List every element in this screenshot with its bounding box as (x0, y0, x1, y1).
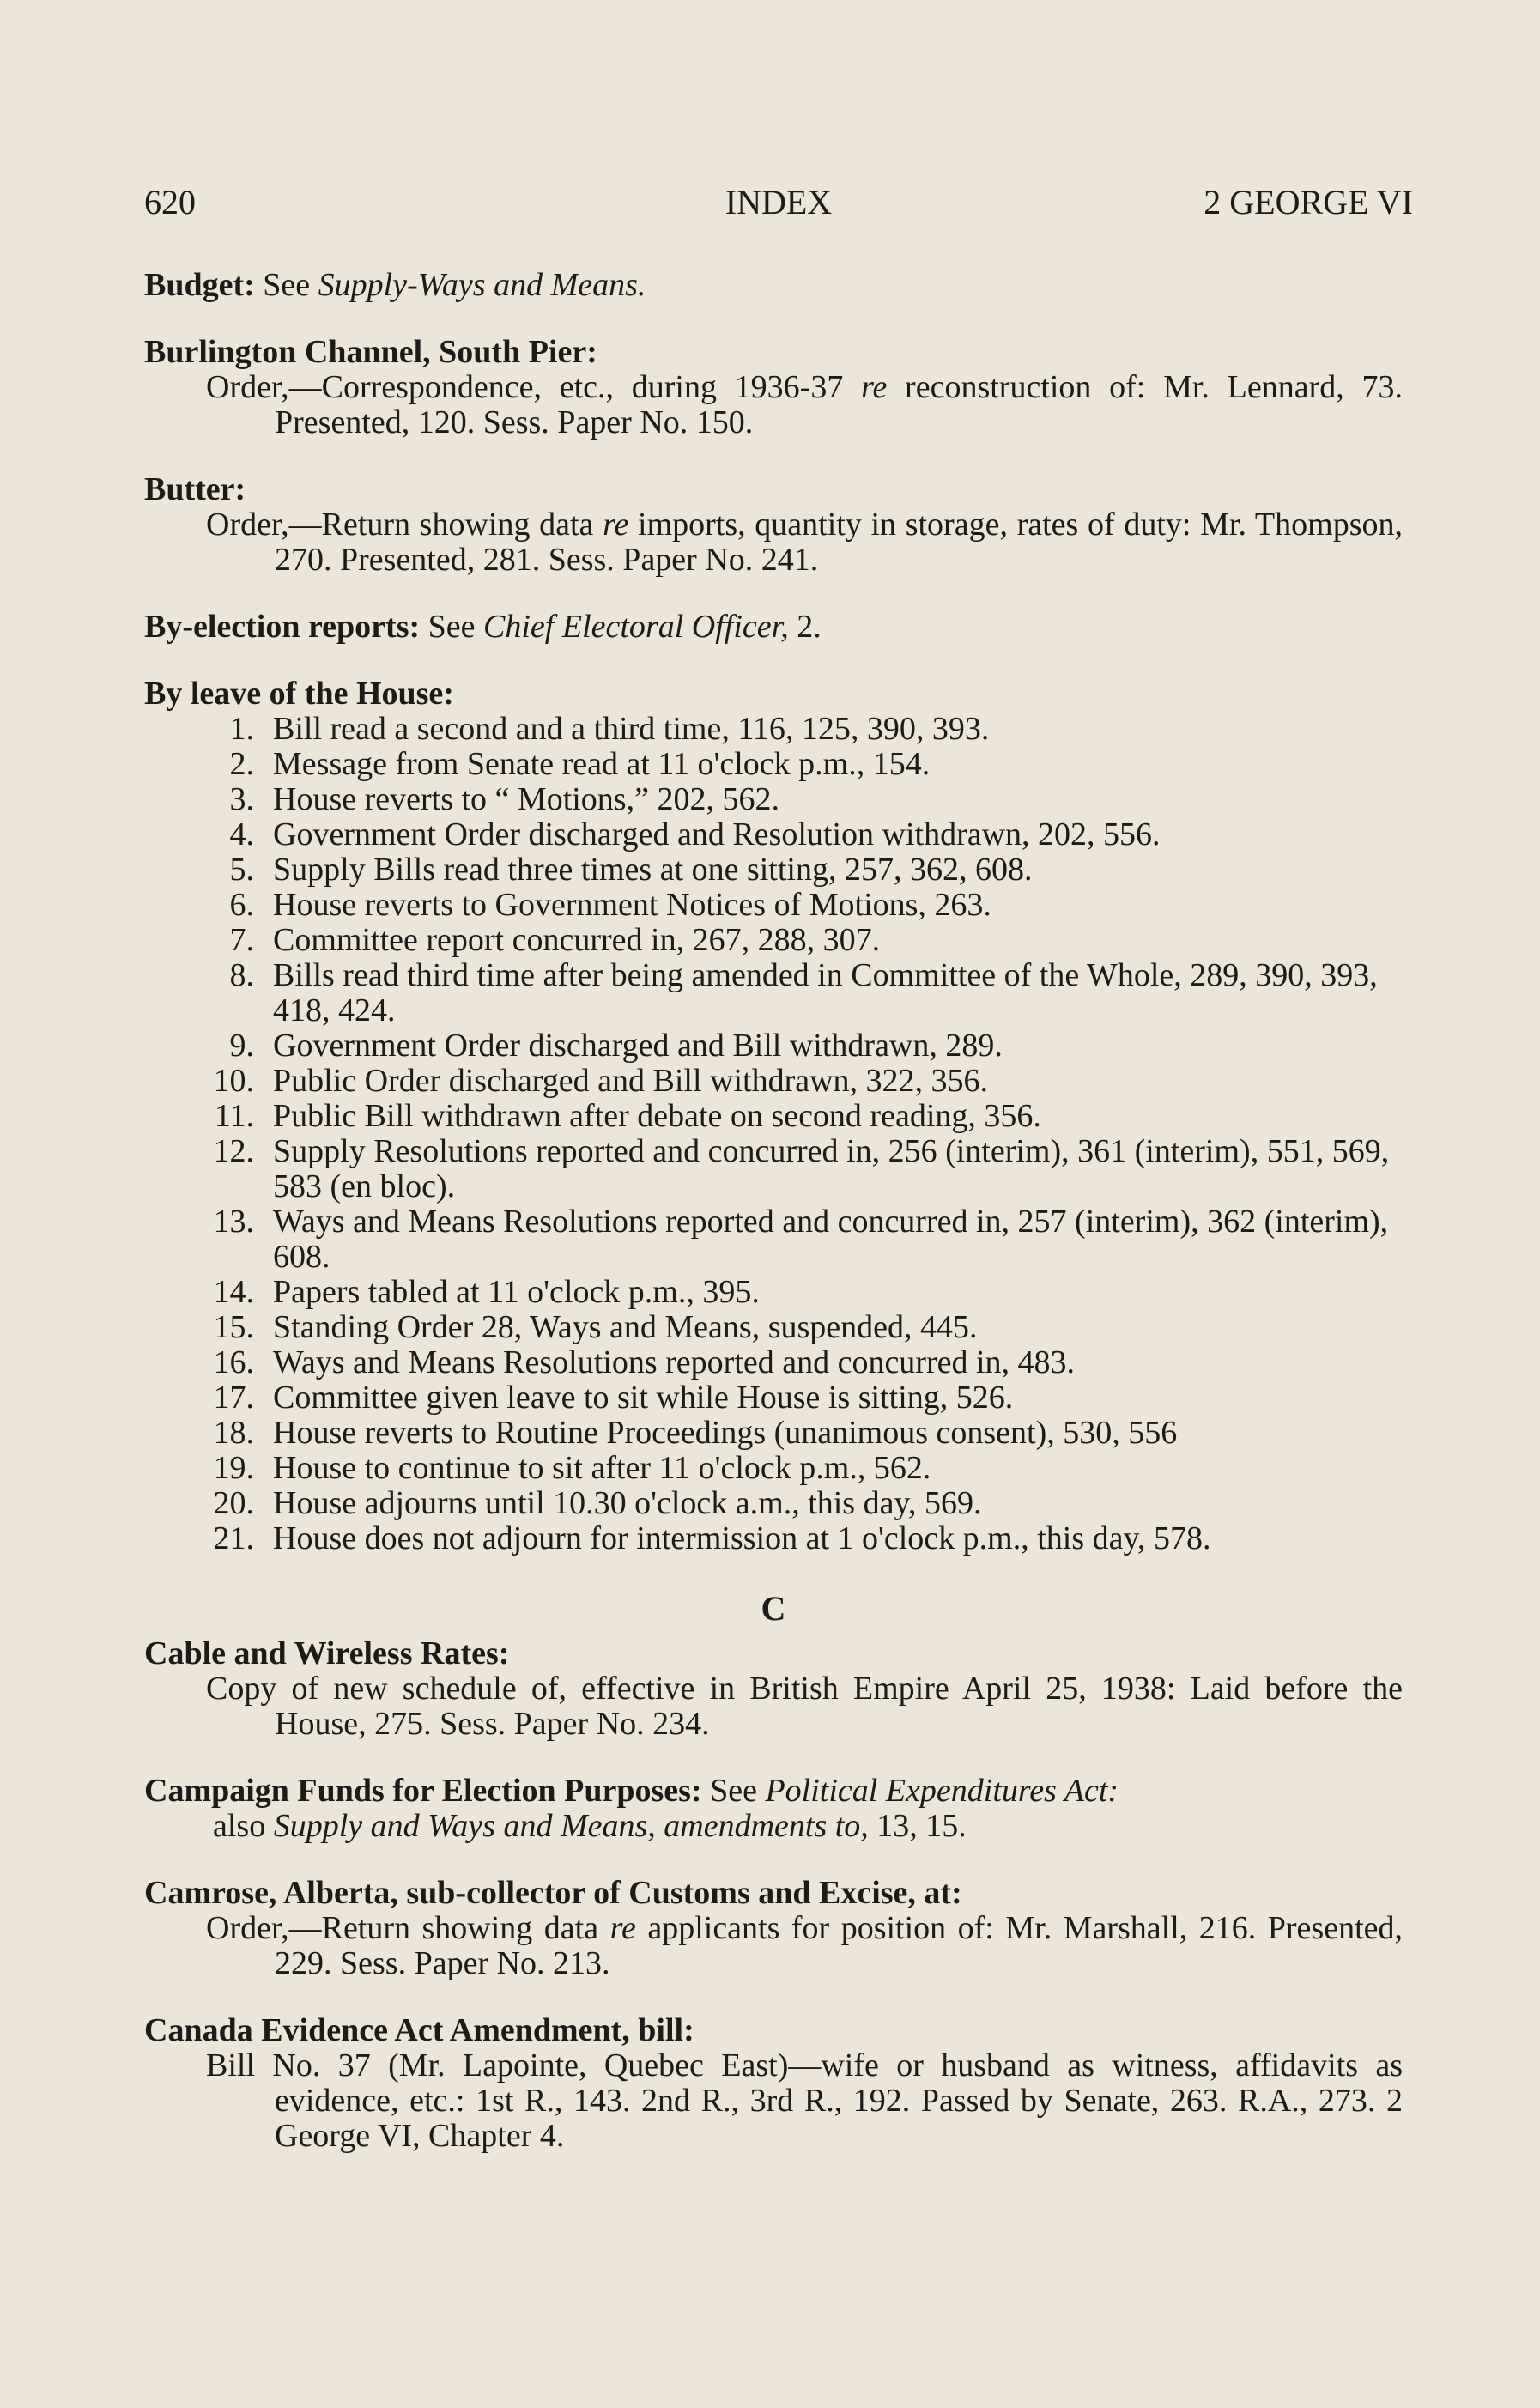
item-number: 12. (213, 1133, 254, 1169)
item-number: 2. (229, 746, 254, 782)
item-number: 21. (213, 1520, 254, 1556)
item-number: 16. (213, 1344, 254, 1380)
item-number: 19. (213, 1450, 254, 1486)
item-number: 4. (229, 816, 254, 852)
section-letter: C (761, 1589, 786, 1628)
entry-heading: By-election reports: (144, 609, 421, 645)
item-text: House does not adjourn for intermission at 1 o'clock p.m., this day, 578. (273, 1520, 1211, 1556)
entry-heading: Canada Evidence Act Amendment, bill: (144, 2012, 694, 2048)
item-text: Bill read a second and a third time, 116, 125, 390, 393. (273, 711, 990, 747)
item-text: House reverts to Routine Proceedings (unanimous consent), 530, 556 (273, 1415, 1178, 1451)
item-text: Government Order discharged and Bill withdrawn, 289. (273, 1028, 1003, 1064)
item-text: Government Order discharged and Resolution withdrawn, 202, 556. (273, 816, 1161, 852)
entry-camrose (144, 1876, 1403, 1981)
cross-reference: Chief Electoral Officer, (483, 609, 789, 645)
entry-by-leave (144, 676, 1403, 1556)
item-text: Ways and Means Resolutions reported and concurred in, 257 (interim), 362 (interim), 608. (273, 1204, 1389, 1275)
entry-heading: Camrose, Alberta, sub-collector of Customs and Excise, at: (144, 1875, 962, 1911)
entry-cable (144, 1636, 1403, 1742)
list-item (144, 747, 1403, 782)
item-text: Public Bill withdrawn after debate on second reading, 356. (273, 1098, 1041, 1134)
item-number: 15. (213, 1309, 254, 1345)
item-number: 17. (213, 1380, 254, 1416)
list-item (144, 852, 1403, 888)
item-text: Message from Senate read at 11 o'clock p.m., 154. (273, 746, 931, 782)
index-content (144, 268, 1403, 2186)
item-number: 7. (229, 922, 254, 958)
entry-body: Campaign Funds for Election Purposes: See Political Expenditures Act: also Supply and Ways and Means, amendments to, 13, 15. (144, 1773, 1119, 1844)
item-number: 3. (229, 781, 254, 817)
list-item (144, 1099, 1403, 1134)
entry-butter (144, 472, 1403, 578)
item-text: Public Order discharged and Bill withdrawn, 322, 356. (273, 1063, 989, 1099)
entry-body: Order,—Return showing data re imports, quantity in storage, rates of duty: Mr. Thompson, 270. Presented, 281. Sess. Paper No. 241. (206, 506, 1403, 578)
list-item (144, 1486, 1403, 1521)
entry-canada-evidence (144, 2013, 1403, 2154)
item-text: Committee given leave to sit while House is sitting, 526. (273, 1380, 1014, 1416)
list-item (144, 1134, 1403, 1204)
item-text: House to continue to sit after 11 o'clock p.m., 562. (273, 1450, 931, 1486)
cross-reference: Supply-Ways and Means. (318, 267, 646, 303)
item-text: House adjourns until 10.30 o'clock a.m., this day, 569. (273, 1485, 982, 1521)
item-number: 13. (213, 1204, 254, 1240)
list-item (144, 1521, 1403, 1556)
entry-heading: Butter: (144, 471, 246, 507)
list-item (144, 1451, 1403, 1486)
entry-heading: By leave of the House: (144, 676, 454, 712)
list-item (144, 1028, 1403, 1064)
entry-body: Bill No. 37 (Mr. Lapointe, Quebec East)—wife or husband as witness, affidavits as evidence, etc.: 1st R., 143. 2nd R., 3rd R., 192. Passed by Senate, 263. R.A., 273. 2 George VI, Chapter 4. (206, 2047, 1403, 2154)
running-header (144, 182, 1413, 225)
entry-body: Order,—Return showing data re applicants for position of: Mr. Marshall, 216. Presented, 229. Sess. Paper No. 213. (206, 1910, 1403, 1981)
list-item (144, 1345, 1403, 1380)
list-item (144, 817, 1403, 852)
list-item (144, 888, 1403, 923)
list-item (144, 1204, 1403, 1275)
item-number: 8. (229, 957, 254, 993)
list-item (144, 1275, 1403, 1310)
list-item (144, 923, 1403, 958)
entry-campaign (144, 1774, 1403, 1844)
entry-budget: Budget: See Supply-Ways and Means. (144, 267, 646, 303)
item-number: 10. (213, 1063, 254, 1099)
entry-heading: Burlington Channel, South Pier: (144, 334, 597, 370)
item-text: Committee report concurred in, 267, 288, 307. (273, 922, 881, 958)
item-text: Bills read third time after being amended in Committee of the Whole, 289, 390, 393, 418, 424. (273, 957, 1378, 1028)
item-number: 6. (229, 887, 254, 923)
entry-heading: Campaign Funds for Election Purposes: (144, 1773, 702, 1809)
item-text: Papers tabled at 11 o'clock p.m., 395. (273, 1274, 760, 1310)
entry-body: Order,—Correspondence, etc., during 1936-37 re reconstruction of: Mr. Lennard, 73. Presented, 120. Sess. Paper No. 150. (206, 369, 1403, 440)
list-item (144, 1064, 1403, 1099)
list-item (144, 1310, 1403, 1345)
item-number: 5. (229, 852, 254, 888)
item-number: 20. (213, 1485, 254, 1521)
entry-heading: Cable and Wireless Rates: (144, 1635, 510, 1671)
leave-list (144, 712, 1403, 1556)
item-number: 11. (214, 1098, 254, 1134)
list-item (144, 1416, 1403, 1451)
entry-by-election: By-election reports: See Chief Electoral Officer, 2. (144, 609, 822, 645)
item-text: House reverts to Government Notices of Motions, 263. (273, 887, 991, 923)
item-number: 14. (213, 1274, 254, 1310)
item-text: Ways and Means Resolutions reported and concurred in, 483. (273, 1344, 1076, 1380)
list-item (144, 782, 1403, 817)
page-number: 620 (144, 183, 196, 221)
item-text: House reverts to “ Motions,” 202, 562. (273, 781, 779, 817)
list-item (144, 958, 1403, 1028)
item-number: 1. (229, 711, 254, 747)
item-text: Supply Resolutions reported and concurred in, 256 (interim), 361 (interim), 551, 569, 583 (en bloc). (273, 1133, 1390, 1204)
entry-body: Copy of new schedule of, effective in British Empire April 25, 1938: Laid before the House, 275. Sess. Paper No. 234. (206, 1671, 1403, 1742)
item-text: Standing Order 28, Ways and Means, suspended, 445. (273, 1309, 978, 1345)
page-title: INDEX (725, 183, 833, 221)
item-number: 18. (213, 1415, 254, 1451)
list-item (144, 1380, 1403, 1416)
entry-burlington (144, 335, 1403, 440)
entry-heading: Budget: (144, 267, 255, 303)
list-item (144, 712, 1403, 747)
item-number: 9. (229, 1028, 254, 1064)
item-text: Supply Bills read three times at one sitting, 257, 362, 608. (273, 852, 1033, 888)
regnal-year: 2 GEORGE VI (1204, 183, 1413, 221)
